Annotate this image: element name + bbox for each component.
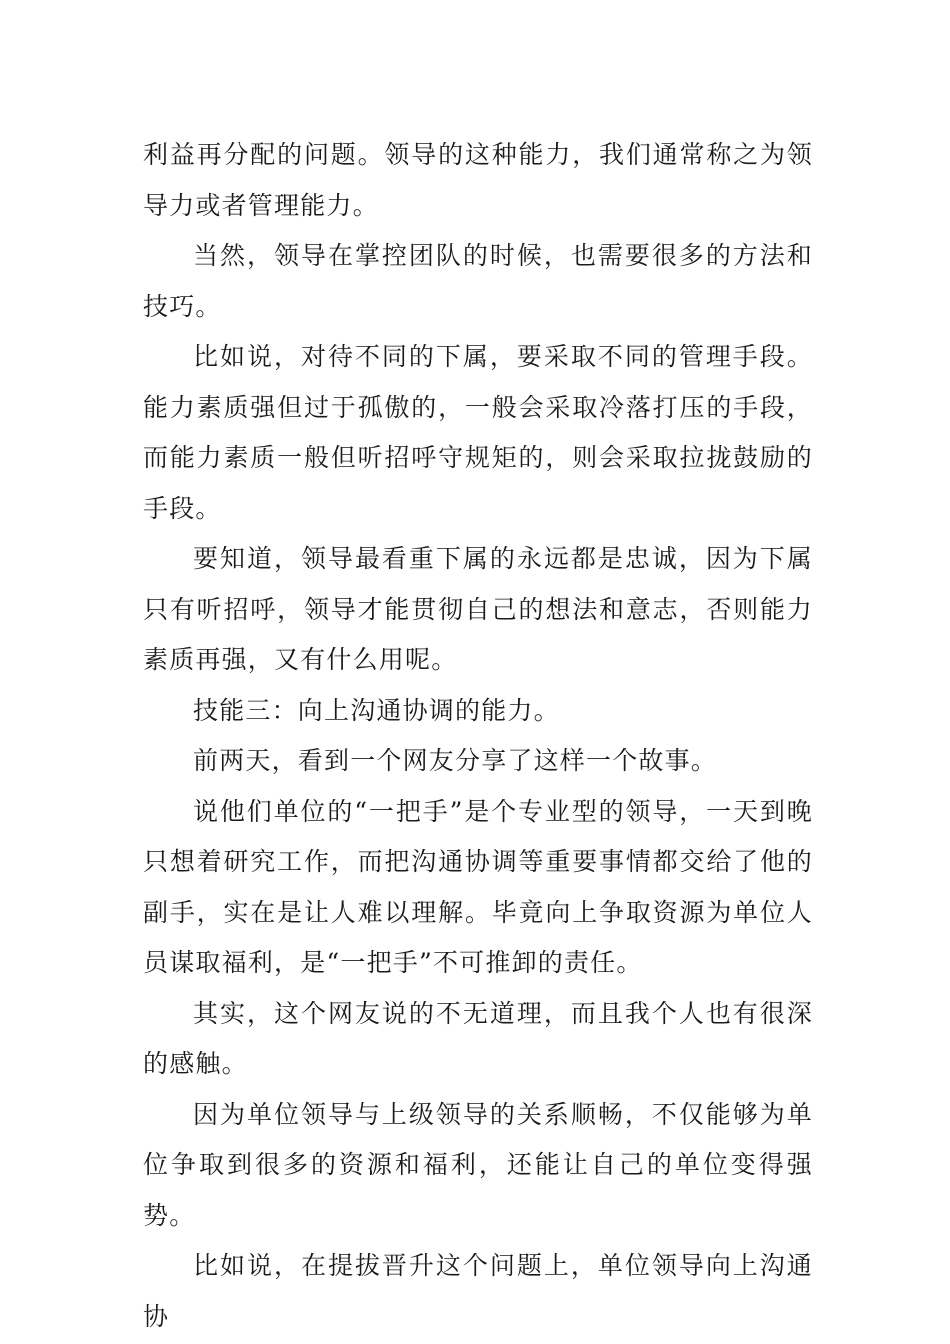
- paragraph-4: 要知道，领导最看重下属的永远都是忠诚，因为下属只有听招呼，领导才能贯彻自己的想法和意志，否则能力素质再强，又有什么用呢。: [143, 544, 813, 674]
- paragraph-3: 比如说，对待不同的下属，要采取不同的管理手段。能力素质强但过于孤傲的，一般会采取冷落打压的手段，而能力素质一般但听招呼守规矩的，则会采取拉拢鼓励的手段。: [143, 342, 813, 523]
- paragraph-2: 当然，领导在掌控团队的时候，也需要很多的方法和技巧。: [143, 241, 813, 321]
- section-heading-skill-three: 技能三：向上沟通协调的能力。: [193, 695, 560, 725]
- paragraph-9: 因为单位领导与上级领导的关系顺畅，不仅能够为单位争取到很多的资源和福利，还能让自己的单位变得强势。: [143, 1099, 813, 1230]
- paragraph-7: 说他们单位的“一把手”是个专业型的领导，一天到晚只想着研究工作，而把沟通协调等重要事情都交给了他的副手，实在是让人难以理解。毕竟向上争取资源为单位人员谋取福利，是“一把手”不可推卸的责任。: [143, 796, 813, 977]
- paragraph-1: 利益再分配的问题。领导的这种能力，我们通常称之为领导力或者管理能力。: [143, 140, 813, 220]
- paragraph-8: 其实，这个网友说的不无道理，而且我个人也有很深的感触。: [143, 998, 813, 1078]
- paragraph-10: 比如说，在提拔晋升这个问题上，单位领导向上沟通协: [143, 1251, 813, 1331]
- document-body: [143, 130, 813, 1342]
- paragraph-6: 前两天，看到一个网友分享了这样一个故事。: [193, 746, 718, 775]
